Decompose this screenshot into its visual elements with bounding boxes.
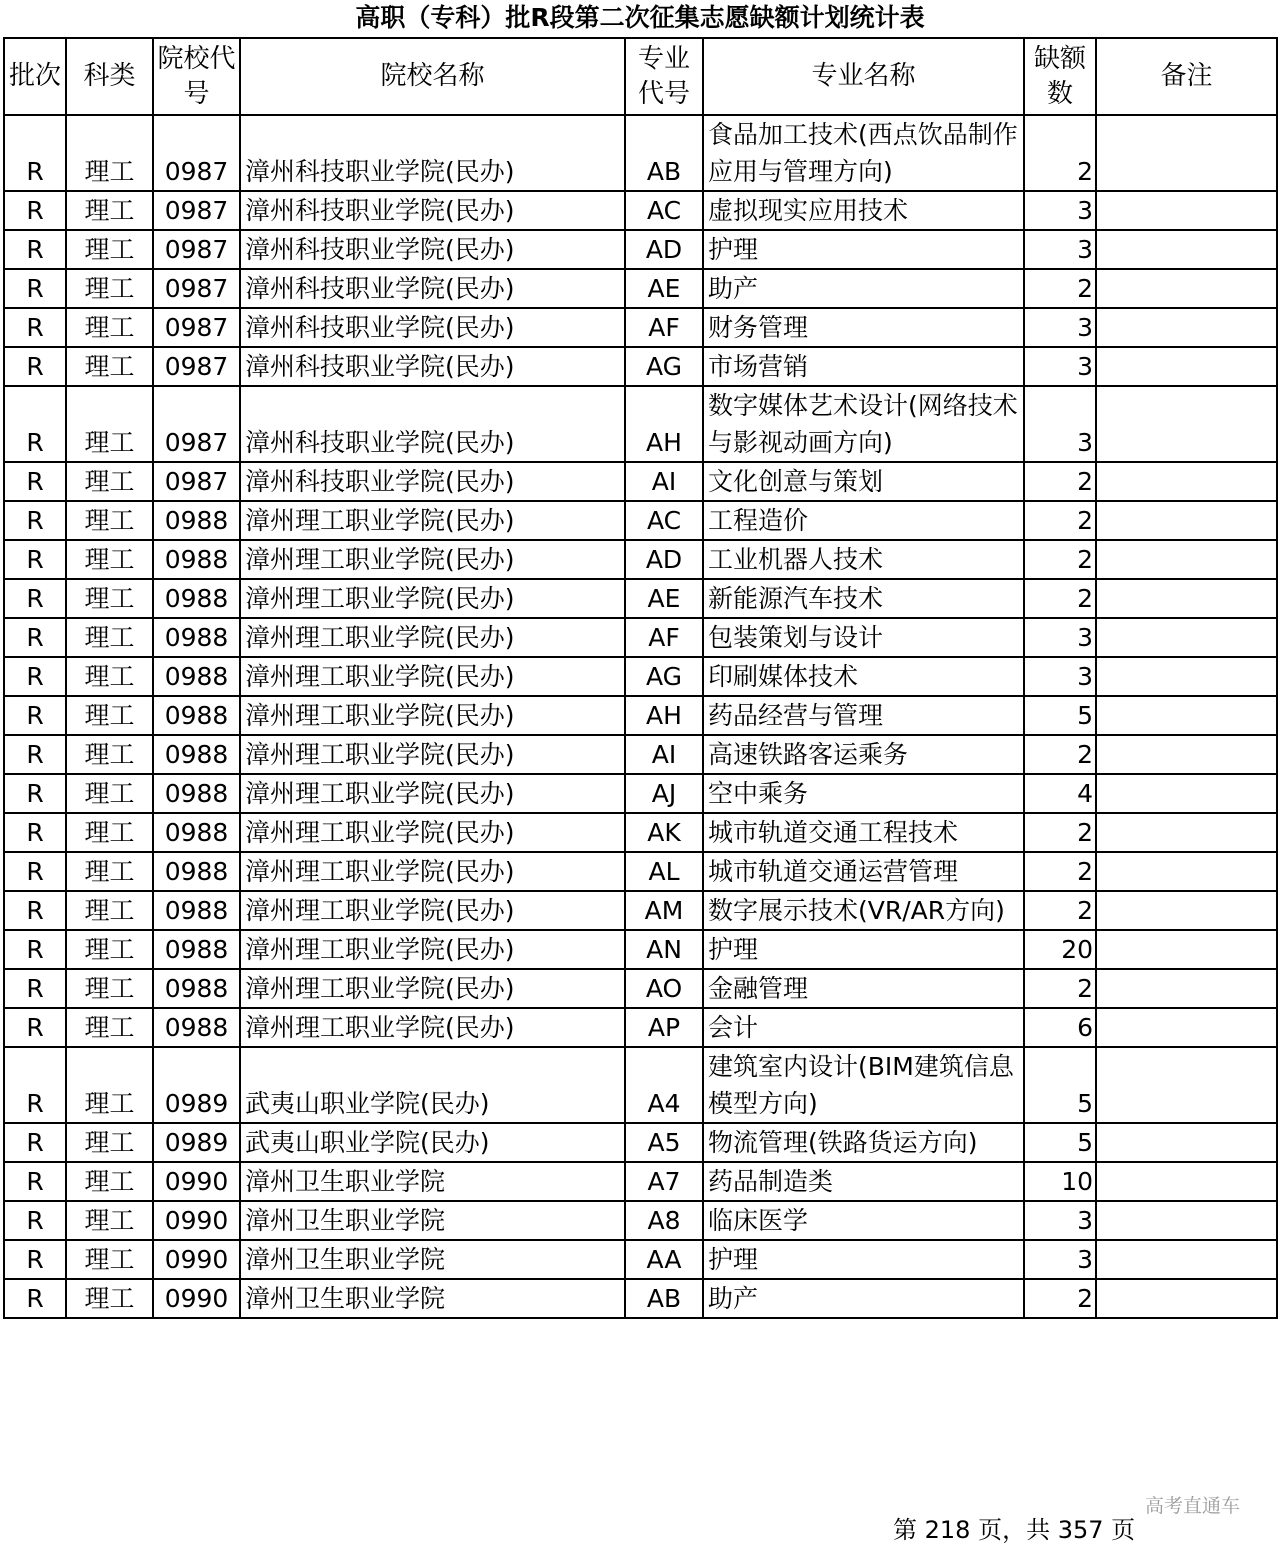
- cell-major-code: A8: [625, 1201, 703, 1240]
- cell-category: 理工: [66, 386, 153, 462]
- header-vacancies: 缺额数: [1024, 38, 1096, 115]
- cell-major-name: 工业机器人技术: [703, 540, 1024, 579]
- cell-remarks: [1096, 1201, 1277, 1240]
- cell-school-name: 漳州理工职业学院(民办): [240, 1008, 625, 1047]
- cell-school-name: 漳州理工职业学院(民办): [240, 579, 625, 618]
- cell-remarks: [1096, 1279, 1277, 1318]
- cell-vacancies: 4: [1024, 774, 1096, 813]
- cell-vacancies: 3: [1024, 347, 1096, 386]
- cell-major-code: AF: [625, 308, 703, 347]
- cell-school-name: 漳州理工职业学院(民办): [240, 813, 625, 852]
- cell-category: 理工: [66, 852, 153, 891]
- cell-batch: R: [4, 1008, 66, 1047]
- cell-batch: R: [4, 1162, 66, 1201]
- cell-batch: R: [4, 230, 66, 269]
- table-row: [4, 1279, 1277, 1318]
- cell-vacancies: 3: [1024, 1240, 1096, 1279]
- table-row: [4, 735, 1277, 774]
- cell-remarks: [1096, 269, 1277, 308]
- cell-batch: R: [4, 1047, 66, 1123]
- cell-major-code: A5: [625, 1123, 703, 1162]
- cell-major-name: 城市轨道交通工程技术: [703, 813, 1024, 852]
- cell-major-code: AH: [625, 696, 703, 735]
- cell-school-code: 0988: [153, 891, 240, 930]
- cell-school-code: 0988: [153, 852, 240, 891]
- cell-remarks: [1096, 852, 1277, 891]
- cell-vacancies: 2: [1024, 501, 1096, 540]
- cell-vacancies: 2: [1024, 813, 1096, 852]
- cell-major-name: 临床医学: [703, 1201, 1024, 1240]
- cell-vacancies: 3: [1024, 1201, 1096, 1240]
- cell-major-name: 护理: [703, 930, 1024, 969]
- vacancy-table: [3, 37, 1278, 1319]
- cell-batch: R: [4, 269, 66, 308]
- cell-school-code: 0989: [153, 1123, 240, 1162]
- cell-remarks: [1096, 813, 1277, 852]
- cell-major-code: AE: [625, 269, 703, 308]
- cell-category: 理工: [66, 1162, 153, 1201]
- cell-batch: R: [4, 1240, 66, 1279]
- table-row: [4, 386, 1277, 462]
- cell-school-name: 漳州理工职业学院(民办): [240, 501, 625, 540]
- cell-category: 理工: [66, 1240, 153, 1279]
- cell-major-code: AD: [625, 230, 703, 269]
- cell-remarks: [1096, 1047, 1277, 1123]
- cell-school-code: 0988: [153, 696, 240, 735]
- cell-batch: R: [4, 308, 66, 347]
- cell-remarks: [1096, 386, 1277, 462]
- cell-major-name: 空中乘务: [703, 774, 1024, 813]
- cell-major-code: AF: [625, 618, 703, 657]
- cell-vacancies: 3: [1024, 618, 1096, 657]
- cell-school-code: 0990: [153, 1279, 240, 1318]
- cell-school-code: 0988: [153, 540, 240, 579]
- cell-major-name: 虚拟现实应用技术: [703, 191, 1024, 230]
- cell-remarks: [1096, 462, 1277, 501]
- cell-batch: R: [4, 735, 66, 774]
- cell-major-code: AK: [625, 813, 703, 852]
- cell-batch: R: [4, 1123, 66, 1162]
- cell-major-code: AG: [625, 347, 703, 386]
- cell-remarks: [1096, 657, 1277, 696]
- cell-major-name: 数字展示技术(VR/AR方向): [703, 891, 1024, 930]
- cell-remarks: [1096, 540, 1277, 579]
- cell-remarks: [1096, 696, 1277, 735]
- page-footer: 第 218 页，共 357 页: [893, 1516, 1136, 1544]
- cell-major-name: 市场营销: [703, 347, 1024, 386]
- cell-vacancies: 5: [1024, 1047, 1096, 1123]
- page-title: 高职（专科）批R段第二次征集志愿缺额计划统计表: [355, 3, 925, 32]
- cell-batch: R: [4, 618, 66, 657]
- cell-remarks: [1096, 308, 1277, 347]
- table-body: [4, 115, 1277, 1318]
- cell-category: 理工: [66, 930, 153, 969]
- cell-vacancies: 2: [1024, 891, 1096, 930]
- cell-batch: R: [4, 540, 66, 579]
- watermark: 高考直通车: [1145, 1495, 1241, 1517]
- header-school-code: 院校代号: [153, 38, 240, 115]
- table-row: [4, 1240, 1277, 1279]
- table-row: [4, 1008, 1277, 1047]
- cell-major-name: 建筑室内设计(BIM建筑信息模型方向): [703, 1047, 1024, 1123]
- cell-major-code: AP: [625, 1008, 703, 1047]
- header-row: [4, 38, 1277, 115]
- cell-school-name: 漳州科技职业学院(民办): [240, 230, 625, 269]
- cell-major-code: AD: [625, 540, 703, 579]
- cell-vacancies: 3: [1024, 657, 1096, 696]
- cell-remarks: [1096, 735, 1277, 774]
- table-row: [4, 1162, 1277, 1201]
- table-row: [4, 501, 1277, 540]
- table-row: [4, 813, 1277, 852]
- cell-batch: R: [4, 696, 66, 735]
- cell-major-code: AE: [625, 579, 703, 618]
- cell-vacancies: 5: [1024, 696, 1096, 735]
- cell-major-name: 药品经营与管理: [703, 696, 1024, 735]
- cell-major-name: 护理: [703, 230, 1024, 269]
- cell-vacancies: 6: [1024, 1008, 1096, 1047]
- cell-school-code: 0988: [153, 735, 240, 774]
- cell-category: 理工: [66, 1123, 153, 1162]
- cell-vacancies: 3: [1024, 191, 1096, 230]
- cell-school-code: 0988: [153, 774, 240, 813]
- cell-school-code: 0987: [153, 347, 240, 386]
- cell-school-code: 0990: [153, 1240, 240, 1279]
- cell-major-name: 助产: [703, 1279, 1024, 1318]
- cell-vacancies: 10: [1024, 1162, 1096, 1201]
- cell-school-name: 漳州理工职业学院(民办): [240, 735, 625, 774]
- cell-batch: R: [4, 930, 66, 969]
- cell-major-name: 包装策划与设计: [703, 618, 1024, 657]
- table-row: [4, 969, 1277, 1008]
- cell-school-code: 0987: [153, 462, 240, 501]
- cell-major-code: AB: [625, 115, 703, 191]
- cell-school-name: 漳州科技职业学院(民办): [240, 269, 625, 308]
- cell-school-code: 0987: [153, 386, 240, 462]
- cell-batch: R: [4, 852, 66, 891]
- cell-category: 理工: [66, 696, 153, 735]
- cell-remarks: [1096, 579, 1277, 618]
- table-row: [4, 540, 1277, 579]
- cell-category: 理工: [66, 579, 153, 618]
- cell-major-name: 新能源汽车技术: [703, 579, 1024, 618]
- table-row: [4, 1047, 1277, 1123]
- cell-school-code: 0989: [153, 1047, 240, 1123]
- table-row: [4, 269, 1277, 308]
- cell-school-name: 漳州科技职业学院(民办): [240, 462, 625, 501]
- cell-school-name: 漳州理工职业学院(民办): [240, 930, 625, 969]
- cell-category: 理工: [66, 1047, 153, 1123]
- cell-school-name: 武夷山职业学院(民办): [240, 1047, 625, 1123]
- cell-vacancies: 2: [1024, 269, 1096, 308]
- cell-school-name: 漳州科技职业学院(民办): [240, 191, 625, 230]
- cell-major-code: AG: [625, 657, 703, 696]
- cell-major-code: AM: [625, 891, 703, 930]
- cell-school-name: 漳州理工职业学院(民办): [240, 891, 625, 930]
- cell-school-name: 漳州科技职业学院(民办): [240, 386, 625, 462]
- cell-vacancies: 2: [1024, 1279, 1096, 1318]
- table-row: [4, 1201, 1277, 1240]
- cell-remarks: [1096, 1162, 1277, 1201]
- cell-vacancies: 2: [1024, 735, 1096, 774]
- cell-remarks: [1096, 774, 1277, 813]
- cell-major-code: A7: [625, 1162, 703, 1201]
- cell-vacancies: 2: [1024, 969, 1096, 1008]
- cell-major-name: 高速铁路客运乘务: [703, 735, 1024, 774]
- cell-batch: R: [4, 579, 66, 618]
- cell-remarks: [1096, 230, 1277, 269]
- cell-school-name: 漳州科技职业学院(民办): [240, 308, 625, 347]
- header-school-name: 院校名称: [240, 38, 625, 115]
- cell-major-code: AI: [625, 462, 703, 501]
- cell-school-code: 0988: [153, 501, 240, 540]
- cell-batch: R: [4, 386, 66, 462]
- cell-major-name: 工程造价: [703, 501, 1024, 540]
- cell-major-code: AL: [625, 852, 703, 891]
- cell-major-code: A4: [625, 1047, 703, 1123]
- cell-batch: R: [4, 1201, 66, 1240]
- cell-vacancies: 2: [1024, 852, 1096, 891]
- cell-category: 理工: [66, 347, 153, 386]
- cell-category: 理工: [66, 115, 153, 191]
- cell-major-code: AJ: [625, 774, 703, 813]
- cell-school-code: 0987: [153, 269, 240, 308]
- cell-major-name: 食品加工技术(西点饮品制作应用与管理方向): [703, 115, 1024, 191]
- cell-major-name: 财务管理: [703, 308, 1024, 347]
- cell-batch: R: [4, 191, 66, 230]
- cell-school-name: 漳州科技职业学院(民办): [240, 115, 625, 191]
- cell-category: 理工: [66, 269, 153, 308]
- cell-vacancies: 3: [1024, 386, 1096, 462]
- cell-major-name: 药品制造类: [703, 1162, 1024, 1201]
- table-row: [4, 115, 1277, 191]
- cell-vacancies: 3: [1024, 230, 1096, 269]
- header-batch: 批次: [4, 38, 66, 115]
- table-row: [4, 191, 1277, 230]
- cell-major-code: AA: [625, 1240, 703, 1279]
- cell-category: 理工: [66, 308, 153, 347]
- cell-school-name: 漳州卫生职业学院: [240, 1201, 625, 1240]
- cell-remarks: [1096, 501, 1277, 540]
- cell-school-name: 漳州卫生职业学院: [240, 1162, 625, 1201]
- cell-school-name: 漳州理工职业学院(民办): [240, 540, 625, 579]
- table-row: [4, 774, 1277, 813]
- cell-category: 理工: [66, 657, 153, 696]
- cell-vacancies: 2: [1024, 115, 1096, 191]
- cell-major-name: 会计: [703, 1008, 1024, 1047]
- table-row: [4, 1123, 1277, 1162]
- cell-school-code: 0988: [153, 657, 240, 696]
- cell-batch: R: [4, 462, 66, 501]
- cell-category: 理工: [66, 1279, 153, 1318]
- table-row: [4, 852, 1277, 891]
- cell-major-name: 城市轨道交通运营管理: [703, 852, 1024, 891]
- table-row: [4, 696, 1277, 735]
- cell-major-code: AN: [625, 930, 703, 969]
- cell-category: 理工: [66, 735, 153, 774]
- cell-remarks: [1096, 618, 1277, 657]
- cell-school-name: 漳州卫生职业学院: [240, 1279, 625, 1318]
- cell-batch: R: [4, 969, 66, 1008]
- cell-category: 理工: [66, 891, 153, 930]
- cell-remarks: [1096, 191, 1277, 230]
- cell-school-name: 漳州理工职业学院(民办): [240, 618, 625, 657]
- table-row: [4, 462, 1277, 501]
- cell-batch: R: [4, 501, 66, 540]
- cell-school-name: 漳州理工职业学院(民办): [240, 774, 625, 813]
- cell-batch: R: [4, 115, 66, 191]
- cell-school-code: 0988: [153, 930, 240, 969]
- cell-major-name: 护理: [703, 1240, 1024, 1279]
- cell-major-name: 文化创意与策划: [703, 462, 1024, 501]
- cell-vacancies: 3: [1024, 308, 1096, 347]
- table-row: [4, 930, 1277, 969]
- cell-school-code: 0988: [153, 1008, 240, 1047]
- header-major-name: 专业名称: [703, 38, 1024, 115]
- cell-major-code: AH: [625, 386, 703, 462]
- cell-school-code: 0988: [153, 813, 240, 852]
- cell-batch: R: [4, 774, 66, 813]
- cell-category: 理工: [66, 774, 153, 813]
- header-category: 科类: [66, 38, 153, 115]
- cell-remarks: [1096, 1123, 1277, 1162]
- table-row: [4, 230, 1277, 269]
- cell-major-name: 物流管理(铁路货运方向): [703, 1123, 1024, 1162]
- cell-remarks: [1096, 891, 1277, 930]
- cell-school-code: 0988: [153, 579, 240, 618]
- table-row: [4, 891, 1277, 930]
- cell-school-code: 0987: [153, 115, 240, 191]
- cell-school-code: 0988: [153, 969, 240, 1008]
- cell-school-name: 漳州理工职业学院(民办): [240, 852, 625, 891]
- cell-remarks: [1096, 969, 1277, 1008]
- cell-category: 理工: [66, 540, 153, 579]
- table-row: [4, 579, 1277, 618]
- table-row: [4, 347, 1277, 386]
- cell-remarks: [1096, 1008, 1277, 1047]
- cell-remarks: [1096, 930, 1277, 969]
- cell-major-code: AC: [625, 501, 703, 540]
- cell-category: 理工: [66, 230, 153, 269]
- cell-category: 理工: [66, 501, 153, 540]
- cell-vacancies: 2: [1024, 579, 1096, 618]
- table-row: [4, 618, 1277, 657]
- cell-school-name: 漳州理工职业学院(民办): [240, 969, 625, 1008]
- cell-major-code: AI: [625, 735, 703, 774]
- cell-school-code: 0987: [153, 230, 240, 269]
- cell-major-code: AB: [625, 1279, 703, 1318]
- header-remarks: 备注: [1096, 38, 1277, 115]
- cell-vacancies: 5: [1024, 1123, 1096, 1162]
- cell-category: 理工: [66, 813, 153, 852]
- cell-major-name: 印刷媒体技术: [703, 657, 1024, 696]
- cell-category: 理工: [66, 969, 153, 1008]
- cell-batch: R: [4, 657, 66, 696]
- cell-batch: R: [4, 813, 66, 852]
- table-row: [4, 308, 1277, 347]
- cell-category: 理工: [66, 462, 153, 501]
- cell-vacancies: 20: [1024, 930, 1096, 969]
- cell-category: 理工: [66, 1201, 153, 1240]
- cell-school-name: 漳州卫生职业学院: [240, 1240, 625, 1279]
- cell-major-code: AC: [625, 191, 703, 230]
- cell-school-code: 0987: [153, 191, 240, 230]
- cell-school-code: 0988: [153, 618, 240, 657]
- cell-vacancies: 2: [1024, 540, 1096, 579]
- table-row: [4, 657, 1277, 696]
- cell-school-code: 0990: [153, 1162, 240, 1201]
- cell-remarks: [1096, 115, 1277, 191]
- cell-category: 理工: [66, 618, 153, 657]
- cell-school-name: 武夷山职业学院(民办): [240, 1123, 625, 1162]
- cell-batch: R: [4, 347, 66, 386]
- cell-batch: R: [4, 891, 66, 930]
- cell-school-code: 0987: [153, 308, 240, 347]
- cell-major-name: 金融管理: [703, 969, 1024, 1008]
- cell-school-code: 0990: [153, 1201, 240, 1240]
- cell-major-code: AO: [625, 969, 703, 1008]
- cell-category: 理工: [66, 1008, 153, 1047]
- cell-major-name: 助产: [703, 269, 1024, 308]
- cell-school-name: 漳州理工职业学院(民办): [240, 657, 625, 696]
- cell-category: 理工: [66, 191, 153, 230]
- cell-major-name: 数字媒体艺术设计(网络技术与影视动画方向): [703, 386, 1024, 462]
- cell-remarks: [1096, 347, 1277, 386]
- cell-batch: R: [4, 1279, 66, 1318]
- cell-school-name: 漳州理工职业学院(民办): [240, 696, 625, 735]
- header-major-code: 专业代号: [625, 38, 703, 115]
- cell-remarks: [1096, 1240, 1277, 1279]
- cell-vacancies: 2: [1024, 462, 1096, 501]
- cell-school-name: 漳州科技职业学院(民办): [240, 347, 625, 386]
